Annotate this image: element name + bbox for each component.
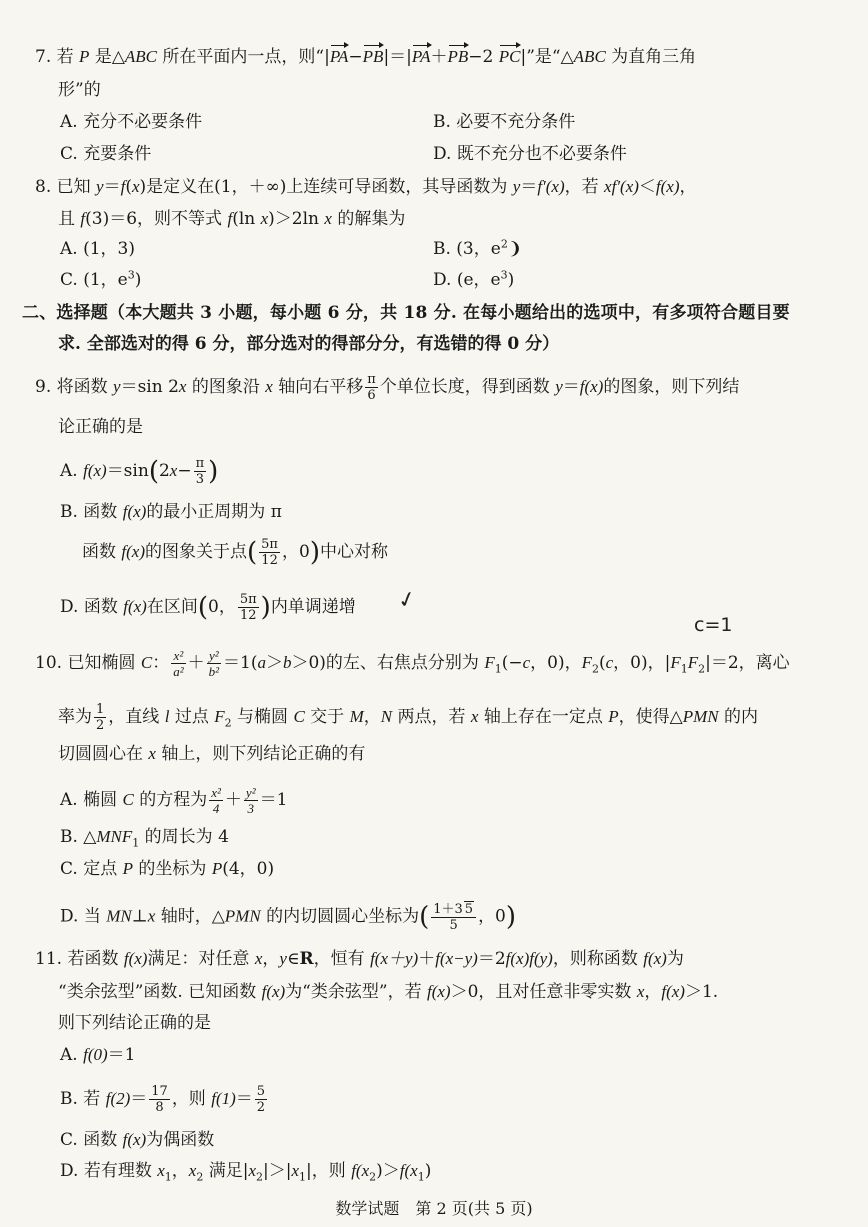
q11-stem-line1: 11. 若函数 f(x)满足：对任意 x，y∈R，恒有 f(x＋y)＋f(x−y)＝2f(x)f(y)，则称函数 f(x)为	[35, 949, 684, 969]
q9-option-a: A. f(x)＝sin(2x− $\frac{\pi}{3}$ )	[60, 456, 219, 487]
q7-stem-line2: 形”的	[58, 80, 101, 100]
q7-option-a: A. 充分不必要条件	[60, 112, 203, 132]
q7-option-b: B. 必要不充分条件	[433, 112, 576, 132]
q8-option-b: B. (3，$e^2❩$	[433, 237, 523, 259]
q7-option-c: C. 充要条件	[60, 144, 152, 164]
q11-option-d: D. 若有理数 $x_1$，$x_2$ 满足$|x_2|>|x_1|$，则 $f(x_2)>f(x_1)$	[60, 1161, 432, 1184]
q11-stem-line3: 则下列结论正确的是	[58, 1013, 211, 1033]
section-2-heading-line2: 求. 全部选对的得 6 分，部分选对的得部分分，有选错的得 0 分）	[58, 334, 560, 354]
handwritten-note-c-equals-1: c=1	[694, 614, 733, 636]
q7-option-d: D. 既不充分也不必要条件	[433, 144, 627, 164]
q11-option-a: A. f(0)＝1	[60, 1045, 136, 1065]
q7-stem-line1: 7. 若 P 是△ABC 所在平面内一点，则“|PA−PB|＝|PA＋PB−2 PC|”是“△ABC 为直角三角	[35, 47, 697, 67]
q10-option-c: C. 定点 P 的坐标为 P(4，0)	[60, 859, 275, 879]
q8-option-c: C. (1，$e^3$)	[60, 268, 142, 290]
q9-option-c: 函数 f(x)的图象关于点( $\frac{5\pi}{12}$ ，0)中心对称	[82, 537, 388, 568]
vector-pc: PC	[498, 47, 521, 66]
q11-option-b: B. 若 f(2)＝ $\frac{17}{8}$ ，则 f(1)＝ $\frac{5}{2}$	[60, 1084, 266, 1115]
q8-option-d: D. (e，$e^3$)	[433, 268, 515, 290]
q11-option-c: C. 函数 f(x)为偶函数	[60, 1130, 215, 1150]
q11-stem-line2: “类余弦型”函数. 已知函数 f(x)为“类余弦型”，若 f(x)＞0，且对任意非零实数 x，f(x)＞1.	[58, 982, 719, 1002]
section-2-heading-line1: 二、选择题（本大题共 3 小题，每小题 6 分，共 18 分. 在每小题给出的选项中，有多项符合题目要	[22, 303, 790, 323]
q9-stem-line1: 9. 将函数 y＝sin 2x 的图象沿 x 轴向右平移 $\frac{\pi}{6}$ 个单位长度，得到函数 y＝f(x)的图象，则下列结	[35, 372, 740, 403]
q9-option-d: D. 函数 f(x)在区间(0， $\frac{5\pi}{12}$ )内单调递增	[60, 592, 356, 623]
q8-stem-line2: 且 f(3)＝6，则不等式 f(ln x)＞2ln x 的解集为	[58, 209, 406, 229]
vector-pb: PB	[362, 47, 384, 66]
vector-pa: PA	[329, 47, 349, 66]
page-footer: 数学试题 第 2 页(共 5 页)	[335, 1199, 533, 1218]
q9-stem-line2: 论正确的是	[58, 417, 143, 437]
q10-option-d: D. 当 MN⊥x 轴时，△PMN 的内切圆圆心坐标为( $\frac{1+3 5}{5}$ ，0)	[60, 902, 517, 933]
q8-stem-line1: 8. 已知 y＝f(x)是定义在(1，＋∞)上连续可导函数，其导函数为 y＝f′(x)，若 xf′(x)＜f(x)，	[35, 177, 697, 197]
q9-option-b: B. 函数 f(x)的最小正周期为 π	[60, 502, 282, 522]
handwritten-check-mark: ✓	[395, 586, 420, 615]
q8-option-a: A. (1，3)	[60, 239, 135, 259]
q10-stem-line3: 切圆圆心在 x 轴上，则下列结论正确的有	[58, 744, 366, 764]
q10-stem-line1: 10. 已知椭圆 C： $\frac{\text{x²}}{\text{a²}}$ ＋ $\frac{\text{y²}}{\text{b²}}$ ＝1(a＞b＞0)的左、右焦点分别为 $F_1(-c$，0)，$F_2(c$，0)，$|F_1F_2|=2$，离心	[35, 648, 790, 679]
fraction-pi-over-6: $\frac{\pi}{6}$	[367, 372, 376, 403]
q10-option-a: A. 椭圆 C 的方程为 $\frac{\text{x²}}{4}$ ＋ $\frac{\text{y²}}{3}$ ＝1	[60, 785, 288, 816]
q10-option-b: B. $\triangle MNF_1$ 的周长为 4	[60, 827, 229, 850]
q10-stem-line2: 率为 $\frac{1}{2}$ ，直线 l 过点 $F_2$ 与椭圆 C 交于 M，N 两点，若 x 轴上存在一定点 P，使得△PMN 的内	[58, 702, 759, 733]
